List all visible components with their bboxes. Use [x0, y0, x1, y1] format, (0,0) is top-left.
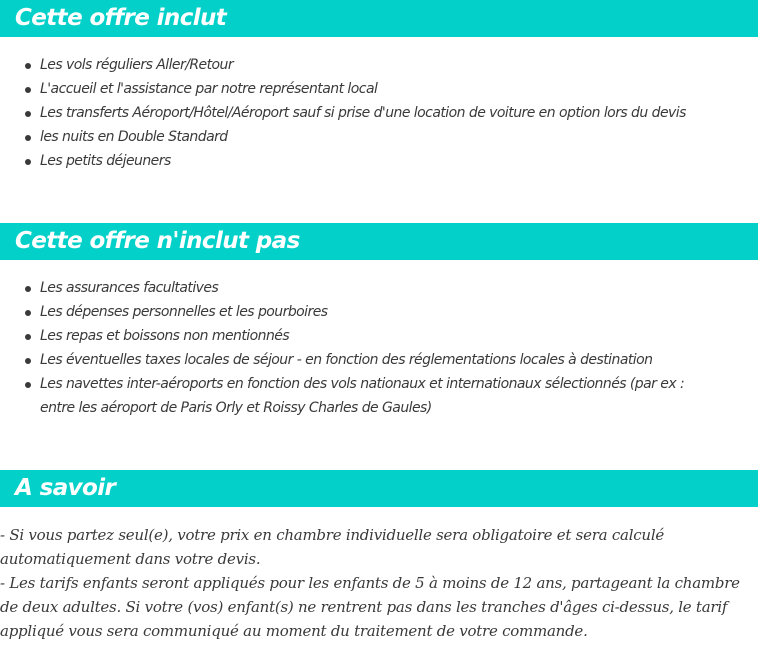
- excluded-list: [0, 276, 718, 420]
- list-item: Les navettes inter-aéroports en fonction des vols nationaux et internationaux sélectionnés (par ex : entre les aéroport de Paris Orly et Roissy Charles de Gaules): [40, 372, 718, 420]
- list-item: Les éventuelles taxes locales de séjour - en fonction des réglementations locales à destination: [40, 348, 718, 372]
- list-item: Les dépenses personnelles et les pourboires: [40, 300, 718, 324]
- excluded-section-header: Cette offre n'inclut pas: [0, 223, 758, 260]
- included-list: [0, 53, 718, 173]
- list-item: Les assurances facultatives: [40, 276, 718, 300]
- list-item: les nuits en Double Standard: [40, 125, 718, 149]
- to-know-paragraph: - Si vous partez seul(e), votre prix en chambre individuelle sera obligatoire et sera calculé automatiquement dans votre devis.: [0, 526, 665, 568]
- to-know-paragraph: - Les tarifs enfants seront appliqués pour les enfants de 5 à moins de 12 ans, partageant la chambre de deux adultes. Si votre (vos) enfant(s) ne rentrent pas dans les tranches d'âges ci-dessus, le tarif appliqué vous sera communiqué au moment du traitement de votre commande.: [0, 574, 740, 640]
- to-know-section-header: A savoir: [0, 470, 758, 507]
- included-section-header: Cette offre inclut: [0, 0, 758, 37]
- to-know-text: [0, 523, 758, 643]
- list-item: Les vols réguliers Aller/Retour: [40, 53, 718, 77]
- list-item: L'accueil et l'assistance par notre représentant local: [40, 77, 718, 101]
- list-item: Les transferts Aéroport/Hôtel/Aéroport sauf si prise d'une location de voiture en option lors du devis: [40, 101, 718, 125]
- list-item: Les petits déjeuners: [40, 149, 718, 173]
- list-item: Les repas et boissons non mentionnés: [40, 324, 718, 348]
